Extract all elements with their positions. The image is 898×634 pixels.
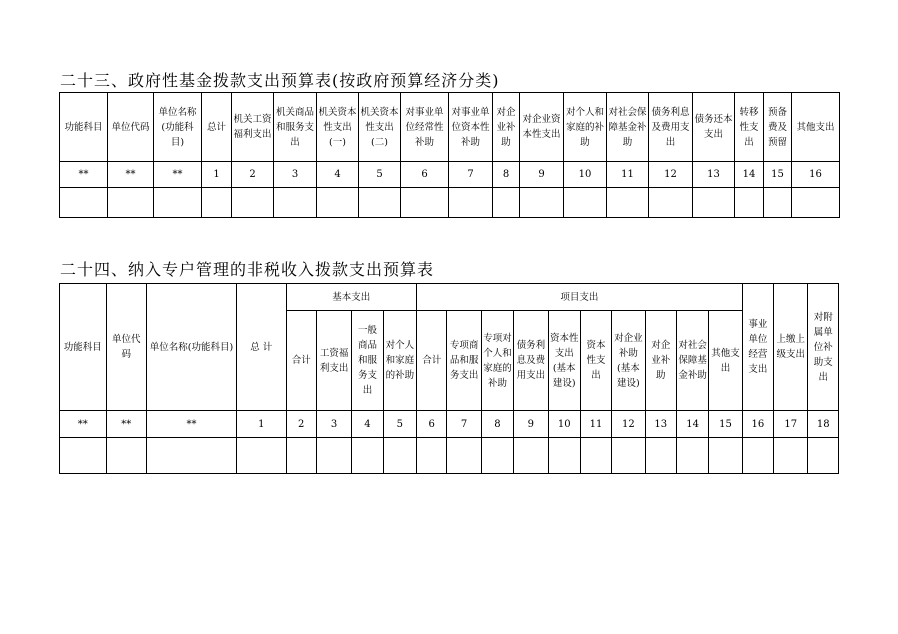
number-cell: ** <box>60 162 108 188</box>
data-cell <box>359 188 401 218</box>
number-cell: 3 <box>316 411 351 438</box>
header-cell: 工资福利支出 <box>316 311 351 411</box>
data-cell <box>735 188 764 218</box>
data-cell <box>447 438 481 474</box>
number-cell: 3 <box>274 162 317 188</box>
header-cell: 债务利息及费用支出 <box>514 311 548 411</box>
header-cell: 资本性支出(基本建设) <box>548 311 580 411</box>
number-cell: 18 <box>808 411 839 438</box>
number-cell: 13 <box>693 162 735 188</box>
header-group-row <box>60 284 839 311</box>
column-number-row <box>60 411 839 438</box>
number-cell: 8 <box>481 411 513 438</box>
number-cell: 5 <box>359 162 401 188</box>
header-cell: 对个人和家庭的补助 <box>564 93 607 162</box>
number-cell: 17 <box>774 411 808 438</box>
number-cell: 11 <box>580 411 611 438</box>
data-cell <box>612 438 645 474</box>
data-cell <box>693 188 735 218</box>
basic-expenditure-group-header: 基本支出 <box>286 284 416 311</box>
number-cell: ** <box>108 162 154 188</box>
number-cell: 15 <box>764 162 792 188</box>
empty-data-row <box>60 188 840 218</box>
number-cell: 16 <box>742 411 773 438</box>
data-cell <box>449 188 493 218</box>
number-cell: 10 <box>548 411 580 438</box>
data-cell <box>481 438 513 474</box>
header-cell: 机关工资福利支出 <box>232 93 274 162</box>
header-cell: 对个人和家庭的补助 <box>383 311 416 411</box>
data-cell <box>286 438 316 474</box>
header-cell: 功能科目 <box>60 284 107 411</box>
data-cell <box>548 438 580 474</box>
data-cell <box>709 438 742 474</box>
data-cell <box>383 438 416 474</box>
data-cell <box>580 438 611 474</box>
number-cell: ** <box>60 411 107 438</box>
number-cell: 6 <box>401 162 449 188</box>
table2-title: 二十四、纳入专户管理的非税收入拨款支出预算表 <box>60 260 435 279</box>
number-cell: 6 <box>417 411 447 438</box>
header-cell: 资本性支出 <box>580 311 611 411</box>
header-cell: 对企业补助(基本建设) <box>612 311 645 411</box>
header-cell: 对事业单位资本性补助 <box>449 93 493 162</box>
data-cell <box>60 188 108 218</box>
data-cell <box>316 438 351 474</box>
data-cell <box>514 438 548 474</box>
header-cell: 总 计 <box>237 284 287 411</box>
data-cell <box>401 188 449 218</box>
data-cell <box>60 438 107 474</box>
header-cell: 对企业资本性支出 <box>520 93 564 162</box>
number-cell: 16 <box>792 162 840 188</box>
non-tax-revenue-expenditure-table <box>59 283 839 474</box>
header-cell: 上缴上级支出 <box>774 284 808 411</box>
data-cell <box>154 188 202 218</box>
header-row <box>60 93 840 162</box>
header-cell: 转移性支出 <box>735 93 764 162</box>
header-cell: 对附属单位补助支出 <box>808 284 839 411</box>
data-cell <box>493 188 520 218</box>
table1-title: 二十三、政府性基金拨款支出预算表(按政府预算经济分类) <box>60 71 500 90</box>
header-cell: 单位名称(功能科目) <box>146 284 236 411</box>
number-cell: 7 <box>447 411 481 438</box>
number-cell: 7 <box>449 162 493 188</box>
number-cell: 5 <box>383 411 416 438</box>
header-cell: 单位代码 <box>106 284 146 411</box>
data-cell <box>649 188 693 218</box>
data-cell <box>202 188 232 218</box>
column-number-row <box>60 162 840 188</box>
number-cell: 15 <box>709 411 742 438</box>
data-cell <box>274 188 317 218</box>
header-cell: 专项商品和服务支出 <box>447 311 481 411</box>
data-cell <box>232 188 274 218</box>
header-cell: 合计 <box>417 311 447 411</box>
header-cell: 机关商品和服务支出 <box>274 93 317 162</box>
number-cell: ** <box>146 411 236 438</box>
number-cell: 12 <box>649 162 693 188</box>
header-cell: 合计 <box>286 311 316 411</box>
data-cell <box>742 438 773 474</box>
data-cell <box>520 188 564 218</box>
data-cell <box>808 438 839 474</box>
data-cell <box>564 188 607 218</box>
number-cell: 1 <box>202 162 232 188</box>
data-cell <box>317 188 359 218</box>
data-cell <box>146 438 236 474</box>
number-cell: 2 <box>286 411 316 438</box>
government-fund-expenditure-table <box>59 92 840 218</box>
number-cell: 13 <box>645 411 676 438</box>
header-cell: 对社会保障基金补助 <box>676 311 708 411</box>
data-cell <box>237 438 287 474</box>
number-cell: 4 <box>317 162 359 188</box>
header-cell: 预备费及预留 <box>764 93 792 162</box>
header-cell: 其他支出 <box>792 93 840 162</box>
header-cell: 机关资本性支出(二) <box>359 93 401 162</box>
data-cell <box>607 188 649 218</box>
header-cell: 总计 <box>202 93 232 162</box>
data-cell <box>106 438 146 474</box>
number-cell: 2 <box>232 162 274 188</box>
data-cell <box>792 188 840 218</box>
number-cell: 8 <box>493 162 520 188</box>
header-cell: 对社会保障基金补助 <box>607 93 649 162</box>
number-cell: 9 <box>514 411 548 438</box>
number-cell: ** <box>154 162 202 188</box>
header-cell: 对企业补助 <box>645 311 676 411</box>
empty-data-row <box>60 438 839 474</box>
project-expenditure-group-header: 项目支出 <box>417 284 743 311</box>
data-cell <box>774 438 808 474</box>
data-cell <box>676 438 708 474</box>
data-cell <box>417 438 447 474</box>
data-cell <box>352 438 383 474</box>
number-cell: 1 <box>237 411 287 438</box>
header-cell: 债务利息及费用支出 <box>649 93 693 162</box>
header-cell: 功能科目 <box>60 93 108 162</box>
number-cell: 9 <box>520 162 564 188</box>
header-cell: 事业单位经营支出 <box>742 284 773 411</box>
header-cell: 单位代码 <box>108 93 154 162</box>
header-cell: 机关资本性支出(一) <box>317 93 359 162</box>
number-cell: ** <box>106 411 146 438</box>
data-cell <box>764 188 792 218</box>
number-cell: 4 <box>352 411 383 438</box>
header-cell: 对企业补助 <box>493 93 520 162</box>
header-cell: 一般商品和服务支出 <box>352 311 383 411</box>
header-cell: 对事业单位经常性补助 <box>401 93 449 162</box>
number-cell: 12 <box>612 411 645 438</box>
number-cell: 14 <box>735 162 764 188</box>
header-cell: 专项对个人和家庭的补助 <box>481 311 513 411</box>
header-cell: 债务还本支出 <box>693 93 735 162</box>
number-cell: 10 <box>564 162 607 188</box>
data-cell <box>645 438 676 474</box>
number-cell: 11 <box>607 162 649 188</box>
data-cell <box>108 188 154 218</box>
header-cell: 其他支出 <box>709 311 742 411</box>
header-cell: 单位名称(功能科目) <box>154 93 202 162</box>
number-cell: 14 <box>676 411 708 438</box>
